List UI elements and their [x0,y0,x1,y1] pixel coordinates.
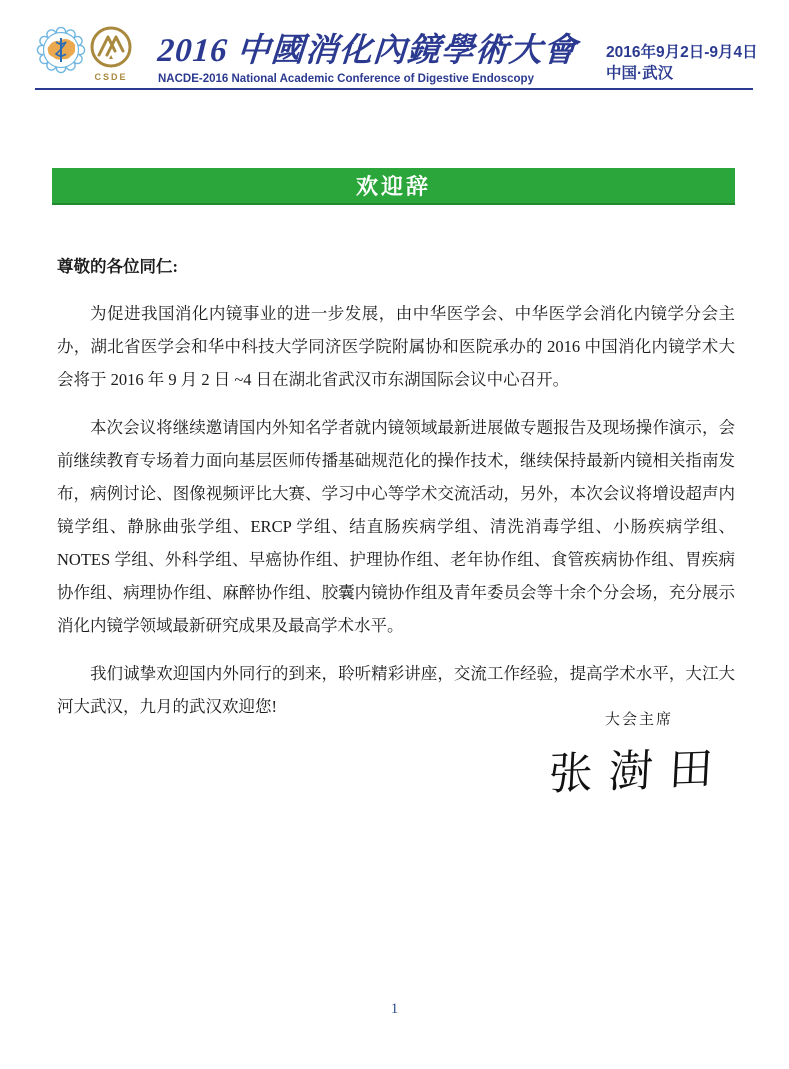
csde-logo [88,25,134,85]
conference-subtitle: NACDE-2016 National Academic Conference of Digestive Endoscopy [158,73,534,85]
letter-paragraph: 为促进我国消化内镜事业的进一步发展，由中华医学会、中华医学会消化内镜学分会主办，湖北省医学会和华中科技大学同济医学院附属协和医院承办的 2016 中国消化内镜学术大会将于 2016 年 9 月 2 日 ~4 日在湖北省武汉市东湖国际会议中心召开。 [57,304,735,389]
welcome-letter [57,250,735,738]
conference-title: 2016 中國消化內鏡學術大會 [156,33,579,69]
title-block [156,24,579,85]
page-number: 1 [390,1001,399,1017]
header-divider [35,88,753,90]
location: 中国·武汉 [606,65,674,82]
section-banner [52,168,735,205]
signature-name: 张澍田 [547,743,730,800]
csde-label: CSDE [94,72,128,82]
letter-greeting: 尊敬的各位同仁: [57,257,178,276]
letter-paragraph: 我们诚挚欢迎国内外同行的到来，聆听精彩讲座，交流工作经验，提高学术水平，大江大河大武汉，九月的武汉欢迎您! [57,664,735,716]
letter-paragraph: 本次会议将继续邀请国内外知名学者就内镜领域最新进展做专题报告及现场操作演示，会前继续教育专场着力面向基层医师传播基础规范化的操作技术，继续保持最新内镜相关指南发布，病例讨论、图像视频评比大赛、学习中心等学术交流活动，另外，本次会议将增设超声内镜学组、静脉曲张学组、ERCP 学组、结直肠疾病学组、清洗消毒学组、小肠疾病学组、NOTES 学组、外科学组、早癌协作组、护理协作组、老年协作组、食管疾病协作组、胃疾病协作组、病理协作组、麻醉协作组、胶囊内镜协作组及青年委员会等十余个分会场，充分展示消化内镜学领域最新研究成果及最高学术水平。 [57,418,735,635]
signature-role: 大会主席 [604,712,673,728]
conference-dates [606,42,788,84]
signature-block [519,708,759,799]
csde-logo-icon [89,25,133,69]
cma-logo [36,26,86,78]
cma-logo-icon [36,26,86,78]
section-title: 欢迎辞 [355,174,431,199]
page-footer [0,1000,789,1018]
conference-header [0,0,789,92]
date-range: 2016年9月2日-9月4日 [606,44,758,61]
